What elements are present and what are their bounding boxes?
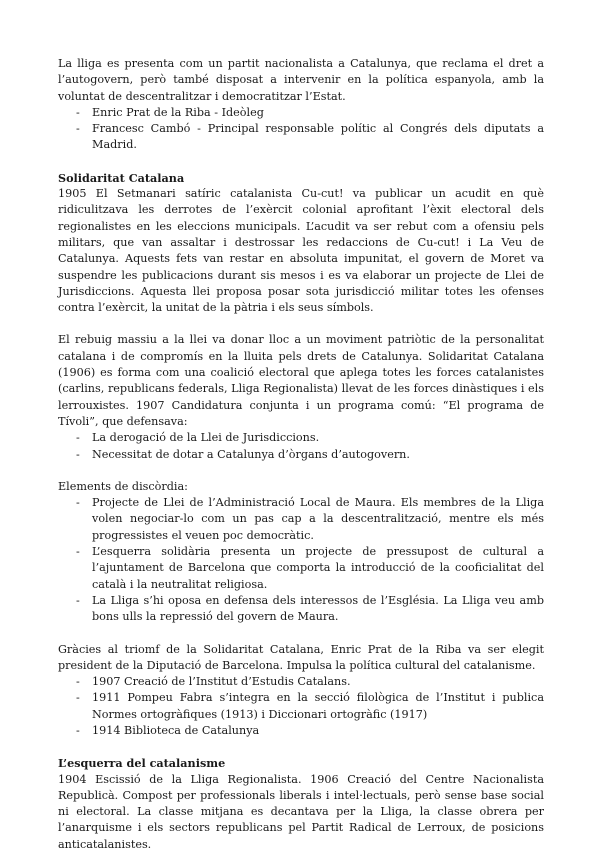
list-item: - Enric Prat de la Riba - Ideòleg: [76, 105, 264, 119]
list-item: - Projecte de Llei de l’Administració Local de Maura. Els membres de la Lliga volen negociar-lo com un pas cap a la descentralització, mentre els més progressistes el veuen poc democràtic.: [76, 496, 544, 542]
tivoli-program-list: [58, 430, 544, 463]
list-item: - Necessitat de dotar a Catalunya d’òrgans d’autogovern.: [76, 447, 410, 461]
discord-label: Elements de discòrdia:: [58, 479, 188, 493]
list-item: - La derogació de la Llei de Jurisdiccions.: [76, 431, 320, 445]
esquerra-paragraph: 1904 Escissió de la Lliga Regionalista. 1906 Creació del Centre Nacionalista Republicà. Compost per professionals liberals i intel·lectuals, però sense base social ni electoral. La classe mitjana es decantava per la Lliga, la classe obrera per l’anarquisme i els sectors republicans pel Partit Radical de Lerroux, de posicions anticatalanistes.: [58, 772, 544, 851]
section-heading-esquerra: L’esquerra del catalanisme: [58, 756, 226, 771]
list-item: - Francesc Cambó - Principal responsable polític al Congrés dels diputats a Madrid.: [76, 122, 544, 152]
solidaritat-paragraph-3: Gràcies al triomf de la Solidaritat Catalana, Enric Prat de la Riba va ser elegit president de la Diputació de Barcelona. Impulsa la política cultural del catalanisme.: [58, 642, 544, 672]
solidaritat-paragraph-1: 1905 El Setmanari satíric catalanista Cu-cut! va publicar un acudit en què ridiculitzava les derrotes de l’exèrcit colonial aprofitant l’èxit electoral dels regionalistes en les eleccions municipals. L’acudit va ser rebut com a ofensiu pels militars, que van assaltar i destrossar les redaccions de Cu-cut! i La Veu de Catalunya. Aquests fets van restar en absoluta impunitat, el govern de Moret va suspendre les publicacions durant sis mesos i es va elaborar un projecte de Llei de Jurisdiccions. Aquesta llei proposa posar sota jurisdicció militar totes les ofenses contra l’exèrcit, la unitat de la pàtria i els seus símbols.: [58, 187, 544, 315]
intro-paragraph: La lliga es presenta com un partit nacionalista a Catalunya, que reclama el dret a l’autogovern, però també disposat a intervenir en la política espanyola, amb la voluntat de descentralitzar i democratitzar l’Estat.: [58, 57, 544, 103]
list-item: - L’esquerra solidària presenta un projecte de pressupost de cultural a l’ajuntament de Barcelona que comporta la introducció de la cooficialitat del català i la neutralitat religiosa.: [76, 545, 544, 591]
list-item: - La Lliga s’hi oposa en defensa dels interessos de l’Església. La Lliga veu amb bons ulls la repressió del govern de Maura.: [76, 593, 544, 624]
cultural-policy-list: [58, 674, 544, 739]
solidaritat-paragraph-2: El rebuig massiu a la llei va donar lloc a un moviment patriòtic de la personalitat catalana i de compromís en la lluita pels drets de Catalunya. Solidaritat Catalana (1906) es forma com una coalició electoral que aplega totes les forces catalanistes (carlins, republicans federals, Lliga Regionalista) llevat de les forces dinàstiques i els lerrouxistes. 1907 Candidatura conjunta i un programa comú: “El programa de Tívoli”, que defensava:: [58, 333, 544, 428]
section-heading-solidaritat: Solidaritat Catalana: [58, 170, 185, 185]
intro-list: [58, 105, 544, 154]
list-item: - 1914 Biblioteca de Catalunya: [76, 723, 260, 737]
list-item: - 1911 Pompeu Fabra s’integra en la secció filològica de l’Institut i publica Normes ortogràfiques (1913) i Diccionari ortogràfic (1917): [76, 691, 544, 721]
list-item: - 1907 Creació de l’Institut d’Estudis Catalans.: [76, 675, 351, 689]
discord-list: [58, 495, 544, 625]
document-body: [58, 56, 544, 853]
